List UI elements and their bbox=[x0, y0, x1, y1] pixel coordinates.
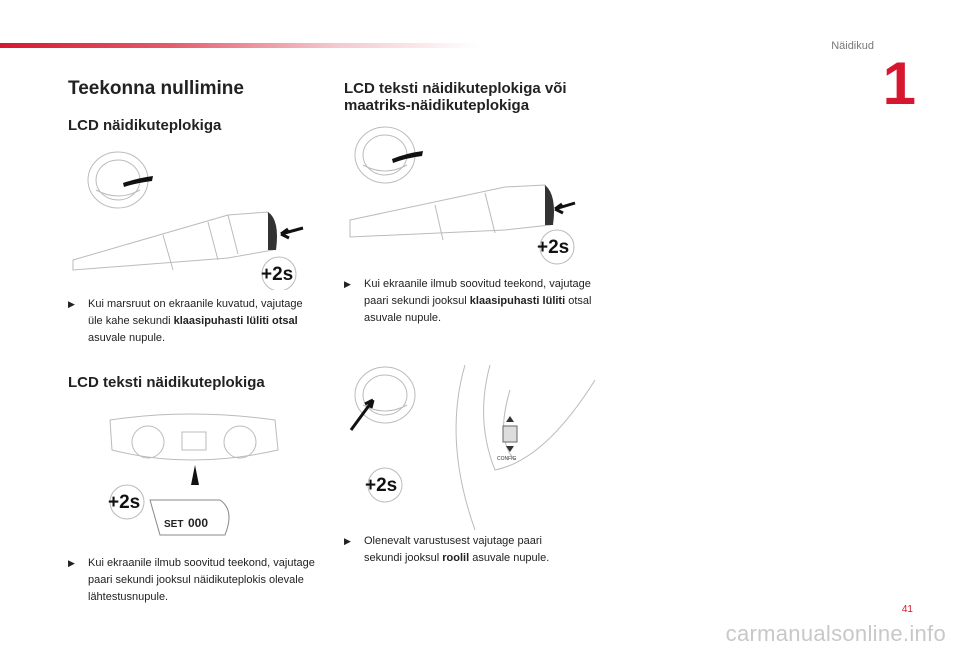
config-button bbox=[503, 426, 517, 442]
bullet-icon: ▶ bbox=[68, 558, 75, 568]
right-bullet-1: ▶ Kui ekraanile ilmub soovitud teekond, vajutage paari sekundi jooksul klaasipuhasti lüliti otsal asuvale nupule. bbox=[344, 278, 592, 324]
bullet-icon: ▶ bbox=[344, 279, 351, 289]
section-label: Näidikud bbox=[831, 40, 874, 52]
header-red-bar bbox=[0, 43, 480, 48]
set-label: SET bbox=[164, 519, 184, 530]
right-heading: LCD teksti näidikuteplokiga või maatriks-näidikuteplokiga bbox=[344, 80, 567, 114]
bullet-icon: ▶ bbox=[68, 299, 75, 309]
hold-2s-badge: +2s bbox=[261, 264, 294, 285]
subheading-lcd-text: LCD teksti näidikuteplokiga bbox=[68, 374, 265, 391]
page-title: Teekonna nullimine bbox=[68, 78, 244, 99]
chapter-number: 1 bbox=[882, 50, 916, 117]
pointer-arrow-icon bbox=[191, 465, 199, 485]
pointer-arrow-icon bbox=[123, 176, 153, 187]
right-bullet-2: ▶ Olenevalt varustusest vajutage paari sekundi jooksul roolil asuvale nupule. bbox=[344, 535, 550, 564]
instrument-cluster-illustration bbox=[100, 410, 285, 550]
left-bullet-1: ▶ Kui marsruut on ekraanile kuvatud, vajutage üle kahe sekundi klaasipuhasti lüliti otsal asuvale nupule. bbox=[68, 298, 303, 344]
steering-wheel-illustration bbox=[345, 360, 600, 535]
left-bullet-2: ▶ Kui ekraanile ilmub soovitud teekond, vajutage paari sekundi jooksul näidikuteplokis olevale lähtestusnupule. bbox=[68, 557, 315, 603]
hold-2s-badge: +2s bbox=[537, 237, 570, 258]
hold-2s-badge: +2s bbox=[108, 492, 141, 513]
wiper-stalk-illustration-2 bbox=[345, 125, 595, 270]
page-number: 41 bbox=[901, 604, 913, 615]
pointer-arrow-icon bbox=[351, 400, 373, 430]
watermark: carmanualsonline.info bbox=[725, 621, 946, 646]
bullet-icon: ▶ bbox=[344, 536, 351, 546]
subheading-lcd: LCD näidikuteplokiga bbox=[68, 117, 222, 134]
hold-2s-badge: +2s bbox=[365, 475, 398, 496]
set-value: 000 bbox=[188, 516, 209, 530]
wiper-stalk-illustration bbox=[68, 150, 318, 290]
config-label: CONFIG bbox=[497, 456, 517, 462]
pointer-arrow-icon bbox=[392, 151, 423, 163]
